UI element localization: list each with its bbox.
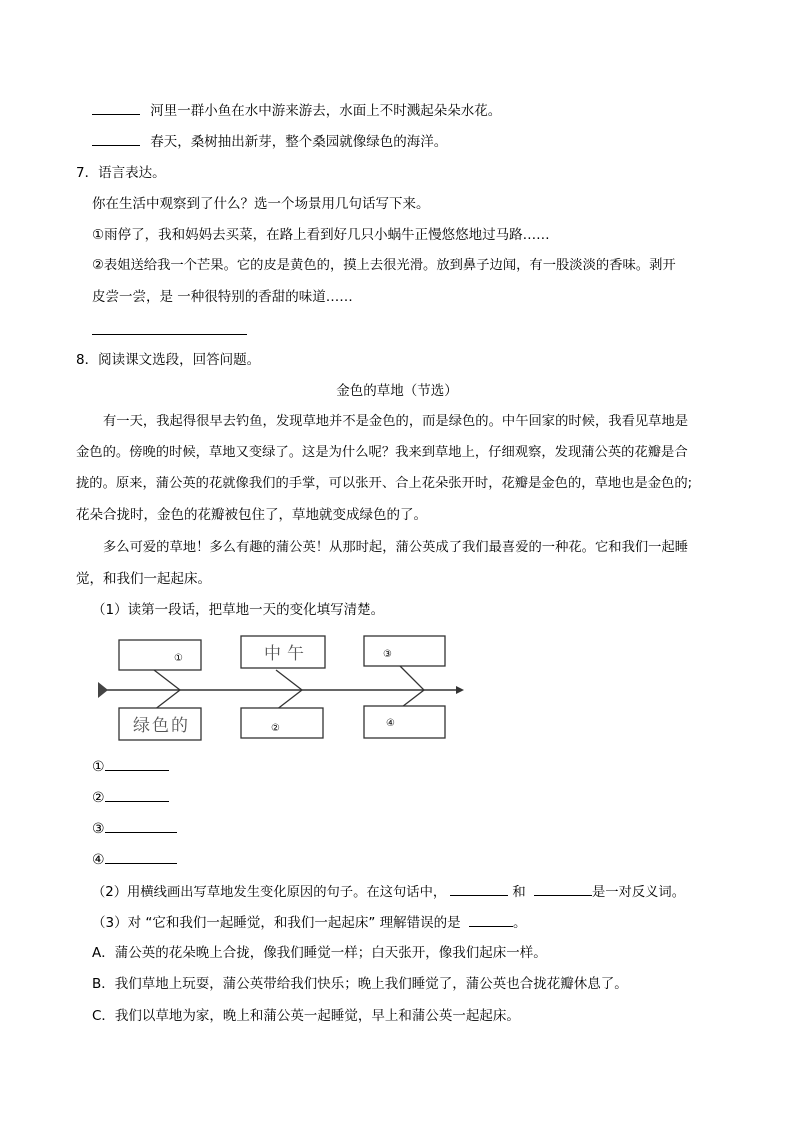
question-8-title: 8．阅读课文选段，回答问题。 [76, 352, 261, 368]
passage-line: 花朵合拢时，金色的花瓣被包住了，草地就变成绿色的了。 [76, 507, 427, 523]
question-7-prompt: 你在生活中观察到了什么？选一个场景用几句话写下来。 [92, 196, 430, 212]
sub-question-3: （3）对 “它和我们一起睡觉，和我们一起起床” 理解错误的是 。 [92, 912, 526, 933]
answer-3: ③ [92, 818, 177, 839]
start-marker-icon [98, 682, 108, 698]
example-2-line-2: 皮尝一尝，是 一种很特别的香甜的味道…… [92, 289, 353, 305]
box-1-label: ① [174, 653, 183, 664]
answer-2: ② [92, 787, 169, 808]
box-3[interactable] [364, 636, 445, 666]
answer-blank[interactable] [105, 787, 169, 802]
answer-4: ④ [92, 849, 177, 870]
answer-blank[interactable] [534, 881, 592, 896]
sub-question-1: （1）读第一段话，把草地一天的变化填写清楚。 [92, 602, 385, 618]
box-1[interactable] [119, 640, 201, 670]
answer-blank[interactable] [105, 756, 169, 771]
answer-blank[interactable] [92, 131, 140, 146]
box-green-label: 绿色的 [133, 716, 190, 736]
option-b[interactable]: B．我们草地上玩耍，蒲公英带给我们快乐；晚上我们睡觉了，蒲公英也合拢花瓣休息了。 [92, 976, 628, 992]
box-4-label: ④ [386, 718, 395, 729]
sub-question-2: （2）用横线画出写草地发生变化原因的句子。在这句话中， 和 是一对反义词。 [92, 881, 685, 903]
example-2-line-1: ②表姐送给我一个芒果。它的皮是黄色的，摸上去很光滑。放到鼻子边闻，有一股淡淡的香味。剥开 [92, 258, 676, 273]
passage-title: 金色的草地（节选） [336, 383, 458, 399]
box-2-label: ② [271, 723, 280, 734]
example-1: ①雨停了，我和妈妈去买菜，在路上看到好几只小蜗牛正慢悠悠地过马路…… [92, 227, 550, 243]
passage-line: 觉，和我们一起起床。 [76, 571, 211, 587]
arrow-head-icon [456, 686, 464, 694]
option-a[interactable]: A．蒲公英的花朵晚上合拢，像我们睡觉一样；白天张开，像我们起床一样。 [92, 945, 547, 961]
box-2[interactable] [241, 708, 323, 738]
fill-line-1 [92, 100, 501, 121]
box-3-label: ③ [383, 649, 392, 660]
answer-blank[interactable] [469, 912, 513, 927]
option-c[interactable]: C．我们以草地为家，晚上和蒲公英一起睡觉，早上和蒲公英一起起床。 [92, 1008, 520, 1024]
timeline-diagram [94, 632, 474, 744]
box-noon-label: 中午 [264, 644, 310, 664]
passage-line: 有一天，我起得很早去钓鱼，发现草地并不是金色的，而是绿色的。中午回家的时候，我看见草地是 [103, 414, 689, 429]
fill-line-2 [92, 131, 447, 152]
question-7-title: 7．语言表达。 [76, 165, 166, 181]
answer-blank[interactable] [450, 881, 508, 896]
passage-line: 拢的。原来，蒲公英的花就像我们的手掌，可以张开、合上花朵张开时，花瓣是金色的，草地也是金色的; [76, 476, 693, 491]
answer-blank[interactable] [92, 100, 140, 115]
line-text: 春天，桑树抽出新芽，整个桑园就像绿色的海洋。 [150, 134, 448, 150]
box-4[interactable] [364, 706, 445, 738]
passage-line: 金色的。傍晚的时候，草地又变绿了。这是为什么呢？我来到草地上，仔细观察，发现蒲公英的花瓣是合 [76, 445, 688, 460]
passage-line: 多么可爱的草地！多么有趣的蒲公英！从那时起，蒲公英成了我们最喜爱的一种花。它和我们一起睡 [103, 540, 689, 555]
answer-1: ① [92, 756, 169, 777]
writing-line[interactable] [92, 334, 247, 335]
line-text: 河里一群小鱼在水中游来游去，水面上不时溅起朵朵水花。 [150, 103, 502, 119]
answer-blank[interactable] [105, 818, 177, 833]
answer-blank[interactable] [105, 849, 177, 864]
